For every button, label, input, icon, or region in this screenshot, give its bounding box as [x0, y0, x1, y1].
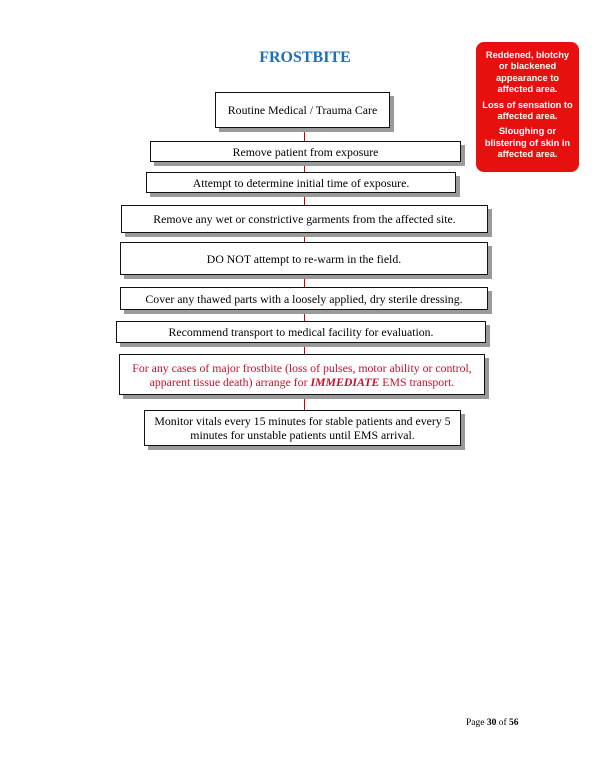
connector-line	[304, 395, 305, 410]
step-routine-care: Routine Medical / Trauma Care	[215, 92, 390, 128]
step-do-not-rewarm: DO NOT attempt to re-warm in the field.	[120, 242, 488, 275]
connector-line	[304, 162, 305, 172]
page-number: 30	[486, 718, 497, 728]
signs-callout	[476, 42, 579, 172]
step-time-of-exposure: Attempt to determine initial time of exposure.	[146, 172, 456, 193]
page-footer: Page 30 of 56	[466, 718, 519, 728]
step-cover-thawed: Cover any thawed parts with a loosely applied, dry sterile dressing.	[120, 287, 488, 310]
connector-line	[304, 342, 305, 354]
total-pages: 56	[509, 718, 519, 728]
step-major-frostbite	[119, 354, 485, 395]
connector-line	[304, 232, 305, 242]
immediate-emphasis: IMMEDIATE	[310, 374, 380, 389]
connector-line	[304, 127, 305, 141]
sign-item: Reddened, blotchy or blackened appearance to affected area.	[485, 50, 570, 95]
page-title: FROSTBITE	[259, 49, 351, 66]
sign-item: Loss of sensation to affected area.	[482, 99, 573, 122]
step-recommend-transport: Recommend transport to medical facility for evaluation.	[116, 321, 486, 343]
sign-item: Sloughing or blistering of skin in affected area.	[484, 126, 571, 160]
step-remove-garments: Remove any wet or constrictive garments from the affected site.	[121, 205, 488, 233]
step-monitor-vitals: Monitor vitals every 15 minutes for stable patients and every 5 minutes for unstable patients until EMS arrival.	[144, 410, 461, 446]
connector-line	[304, 275, 305, 287]
connector-line	[304, 309, 305, 321]
step-remove-exposure: Remove patient from exposure	[150, 141, 461, 162]
connector-line	[304, 193, 305, 205]
major-frostbite-text: For any cases of major frostbite (loss of pulses, motor ability or control, apparent tissue death) arrange for IMMEDIATE EMS transport.	[132, 360, 472, 389]
